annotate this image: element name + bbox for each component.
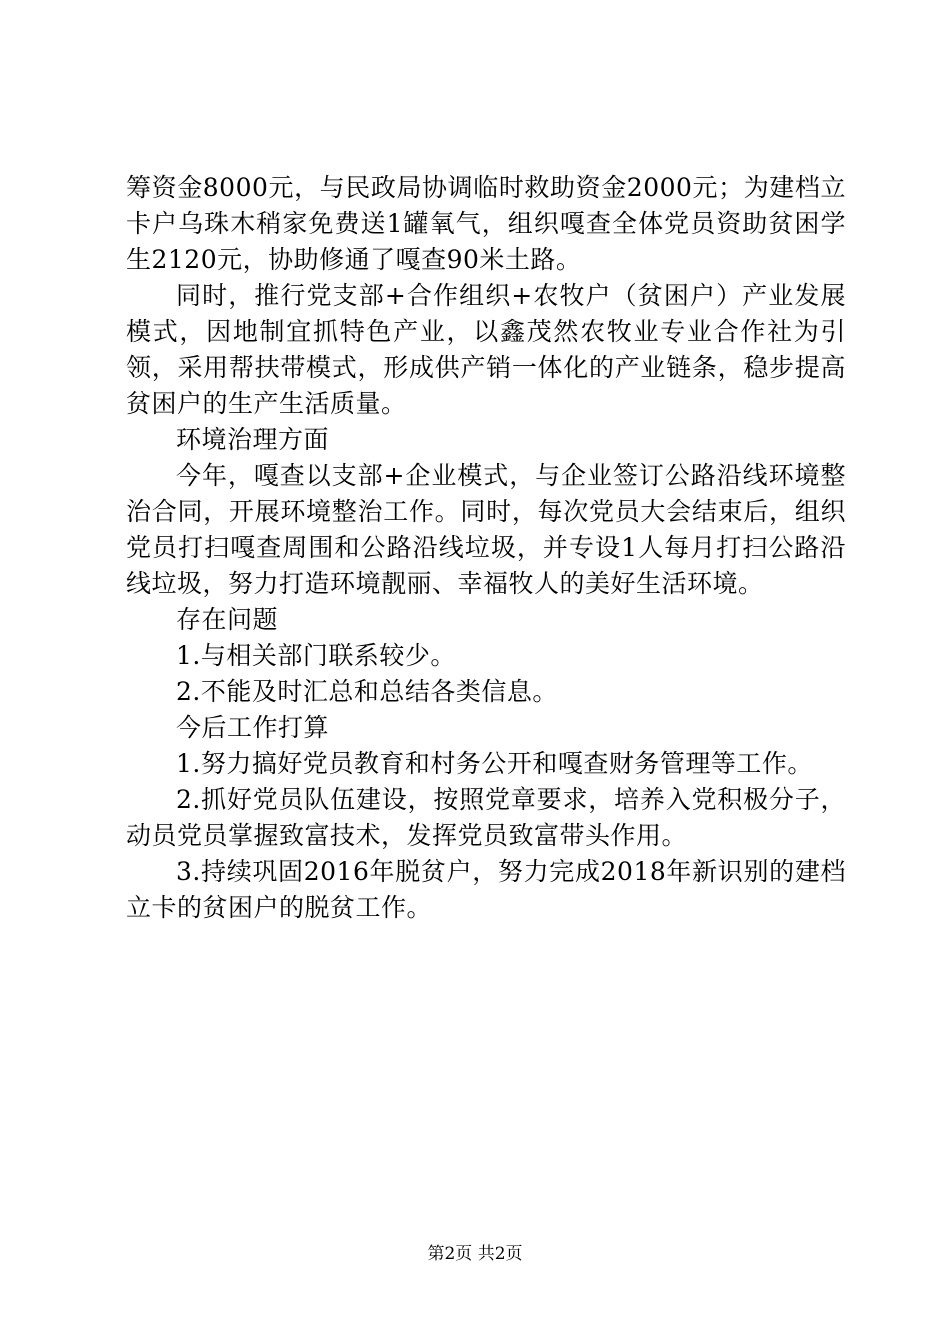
list-item: 2.不能及时汇总和总结各类信息。 xyxy=(176,677,558,706)
list-item: 2.抓好党员队伍建设，按照党章要求，培养入党积极分子，动员党员掌握致富技术，发挥党员致富带头作用。 xyxy=(126,785,846,850)
list-item: 3.持续巩固2016年脱贫户，努力完成2018年新识别的建档立卡的贫困户的脱贫工作。 xyxy=(126,857,846,922)
section-heading-plans: 今后工作打算 xyxy=(176,713,330,742)
page-number-footer: 第2页 共2页 xyxy=(427,1244,523,1264)
paragraph-3: 今年，嘎查以支部+企业模式，与企业签订公路沿线环境整治合同，开展环境整治工作。同时，每次党员大会结束后，组织党员打扫嘎查周围和公路沿线垃圾，并专设1人每月打扫公路沿线垃圾，努力打造环境靓丽、幸福牧人的美好生活环境。 xyxy=(126,461,846,598)
list-item: 1.与相关部门联系较少。 xyxy=(176,641,456,670)
list-item: 1.努力搞好党员教育和村务公开和嘎查财务管理等工作。 xyxy=(176,749,813,778)
section-heading-environment: 环境治理方面 xyxy=(176,425,330,454)
document-body xyxy=(126,170,846,926)
paragraph-2: 同时，推行党支部+合作组织+农牧户（贫困户）产业发展模式，因地制宜抓特色产业，以鑫茂然农牧业专业合作社为引领，采用帮扶带模式，形成供产销一体化的产业链条，稳步提高贫困户的生产生活质量。 xyxy=(126,281,846,418)
section-heading-issues: 存在问题 xyxy=(176,605,279,634)
paragraph-1: 筹资金8000元，与民政局协调临时救助资金2000元；为建档立卡户乌珠木稍家免费送1罐氧气，组织嘎查全体党员资助贫困学生2120元，协助修通了嘎查90米土路。 xyxy=(126,173,846,274)
